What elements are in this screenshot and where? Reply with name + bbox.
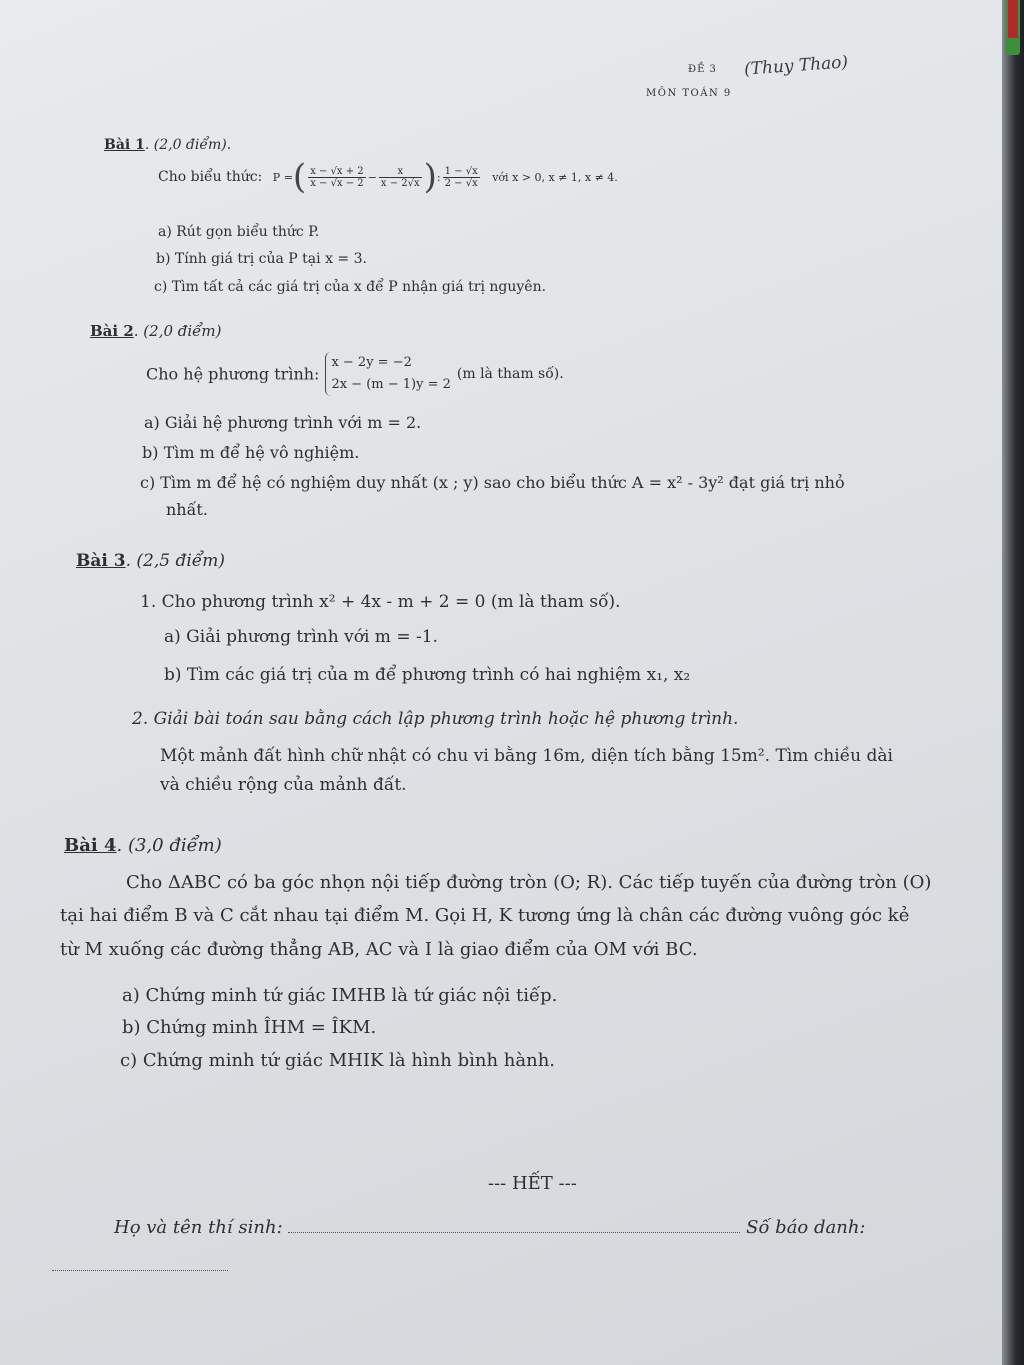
bai2-item-c-line1: c) Tìm m để hệ có nghiệm duy nhất (x ; y) sao cho biểu thức A = x² - 3y² đạt giá trị nhỏ [140, 473, 845, 492]
bai4-paragraph-line2: tại hai điểm B và C cắt nhau tại điểm M. Gọi H, K tương ứng là chân các đường vuông góc kẻ [60, 905, 910, 926]
end-marker: --- HẾT --- [488, 1173, 577, 1194]
handwritten-note: (Thuy Thao) [743, 52, 849, 80]
bai4-paragraph-line1: Cho ΔABC có ba góc nhọn nội tiếp đường tròn (O; R). Các tiếp tuyến của đường tròn (O) [126, 872, 932, 893]
bai4-heading [64, 835, 222, 856]
equation-1: x − 2y = −2 [331, 355, 412, 370]
fraction-1-num: x − √x + 2 [310, 165, 364, 177]
divide-sign: : [436, 171, 441, 184]
bai2-points: . (2,0 điểm) [133, 322, 222, 340]
bai1-intro: Cho biểu thức: [158, 169, 263, 185]
equation-system [325, 352, 450, 396]
bai4-title: Bài 4 [64, 835, 117, 856]
fraction-3-den: 2 − √x [444, 177, 478, 189]
bai1-item-a: a) Rút gọn biểu thức P. [158, 224, 320, 240]
bai1-item-b: b) Tính giá trị của P tại x = 3. [156, 251, 367, 267]
bai3-question-2: 2. Giải bài toán sau bằng cách lập phương trình hoặc hệ phương trình. [132, 709, 739, 729]
equation-2: 2x − (m − 1)y = 2 [331, 377, 451, 392]
desk-edge [1002, 0, 1024, 1365]
fraction-1 [308, 166, 366, 189]
close-paren: ) [423, 157, 437, 197]
bai4-item-b: b) Chứng minh ÎHM = ÎKM. [122, 1017, 377, 1038]
subject-title: MÔN TOÁN 9 [646, 88, 732, 99]
bai2-title: Bài 2 [90, 322, 134, 340]
bai4-item-c: c) Chứng minh tứ giác MHIK là hình bình hành. [120, 1050, 556, 1071]
bai1-title: Bài 1 [104, 137, 145, 153]
bai2-item-a: a) Giải hệ phương trình với m = 2. [144, 413, 422, 432]
bai2-heading [90, 322, 221, 340]
bai4-points: . (3,0 điểm) [116, 835, 222, 856]
bai1-points: . (2,0 điểm). [144, 137, 232, 153]
exam-code: ĐỀ 3 [688, 64, 717, 75]
bai2-intro: Cho hệ phương trình: [146, 364, 320, 384]
open-paren: ( [292, 157, 307, 197]
bai2-system [146, 352, 564, 396]
fraction-3 [443, 166, 480, 189]
bai1-expression [158, 157, 618, 197]
fraction-3-num: 1 − √x [444, 165, 478, 177]
fraction-1-den: x − √x − 2 [310, 177, 364, 189]
student-name-label: Họ và tên thí sinh: [114, 1217, 283, 1238]
name-dotted-line [288, 1218, 740, 1233]
bai2-item-b: b) Tìm m để hệ vô nghiệm. [142, 443, 360, 462]
student-name-line [114, 1217, 866, 1238]
bai3-points: . (2,5 điểm) [125, 551, 226, 571]
bai3-q2-text-line1: Một mảnh đất hình chữ nhật có chu vi bằng 16m, diện tích bằng 15m². Tìm chiều dài [160, 746, 893, 766]
candidate-number-label: Số báo danh: [746, 1217, 866, 1238]
fraction-2-den: x − 2√x [380, 177, 420, 189]
bai1-condition: với x > 0, x ≠ 1, x ≠ 4. [492, 171, 618, 184]
fraction-2 [379, 166, 422, 189]
candidate-number-dotted-line [52, 1256, 228, 1275]
bai3-title: Bài 3 [76, 551, 126, 571]
red-object [1008, 0, 1018, 38]
bai1-item-c: c) Tìm tất cả các giá trị của x để P nhận giá trị nguyên. [154, 279, 547, 295]
bai1-heading [104, 137, 231, 153]
bai4-item-a: a) Chứng minh tứ giác IMHB là tứ giác nội tiếp. [122, 985, 558, 1006]
fraction-2-num: x [379, 166, 422, 178]
bai2-note: (m là tham số). [456, 366, 564, 382]
minus-sign: − [367, 171, 377, 184]
bai3-heading [76, 551, 225, 571]
bai3-q1-item-a: a) Giải phương trình với m = -1. [164, 627, 438, 647]
bai2-item-c-line2: nhất. [166, 500, 208, 519]
bai3-question-1: 1. Cho phương trình x² + 4x - m + 2 = 0 (m là tham số). [140, 592, 621, 612]
bai4-paragraph-line3: từ M xuống các đường thẳng AB, AC và I là giao điểm của OM với BC. [60, 939, 698, 960]
bai3-q2-text-line2: và chiều rộng của mảnh đất. [160, 775, 407, 795]
sbd-dotted-line [52, 1260, 228, 1271]
bai1-p-eq: P = [272, 171, 293, 184]
bai3-q1-item-b: b) Tìm các giá trị của m để phương trình có hai nghiệm x₁, x₂ [164, 665, 691, 685]
